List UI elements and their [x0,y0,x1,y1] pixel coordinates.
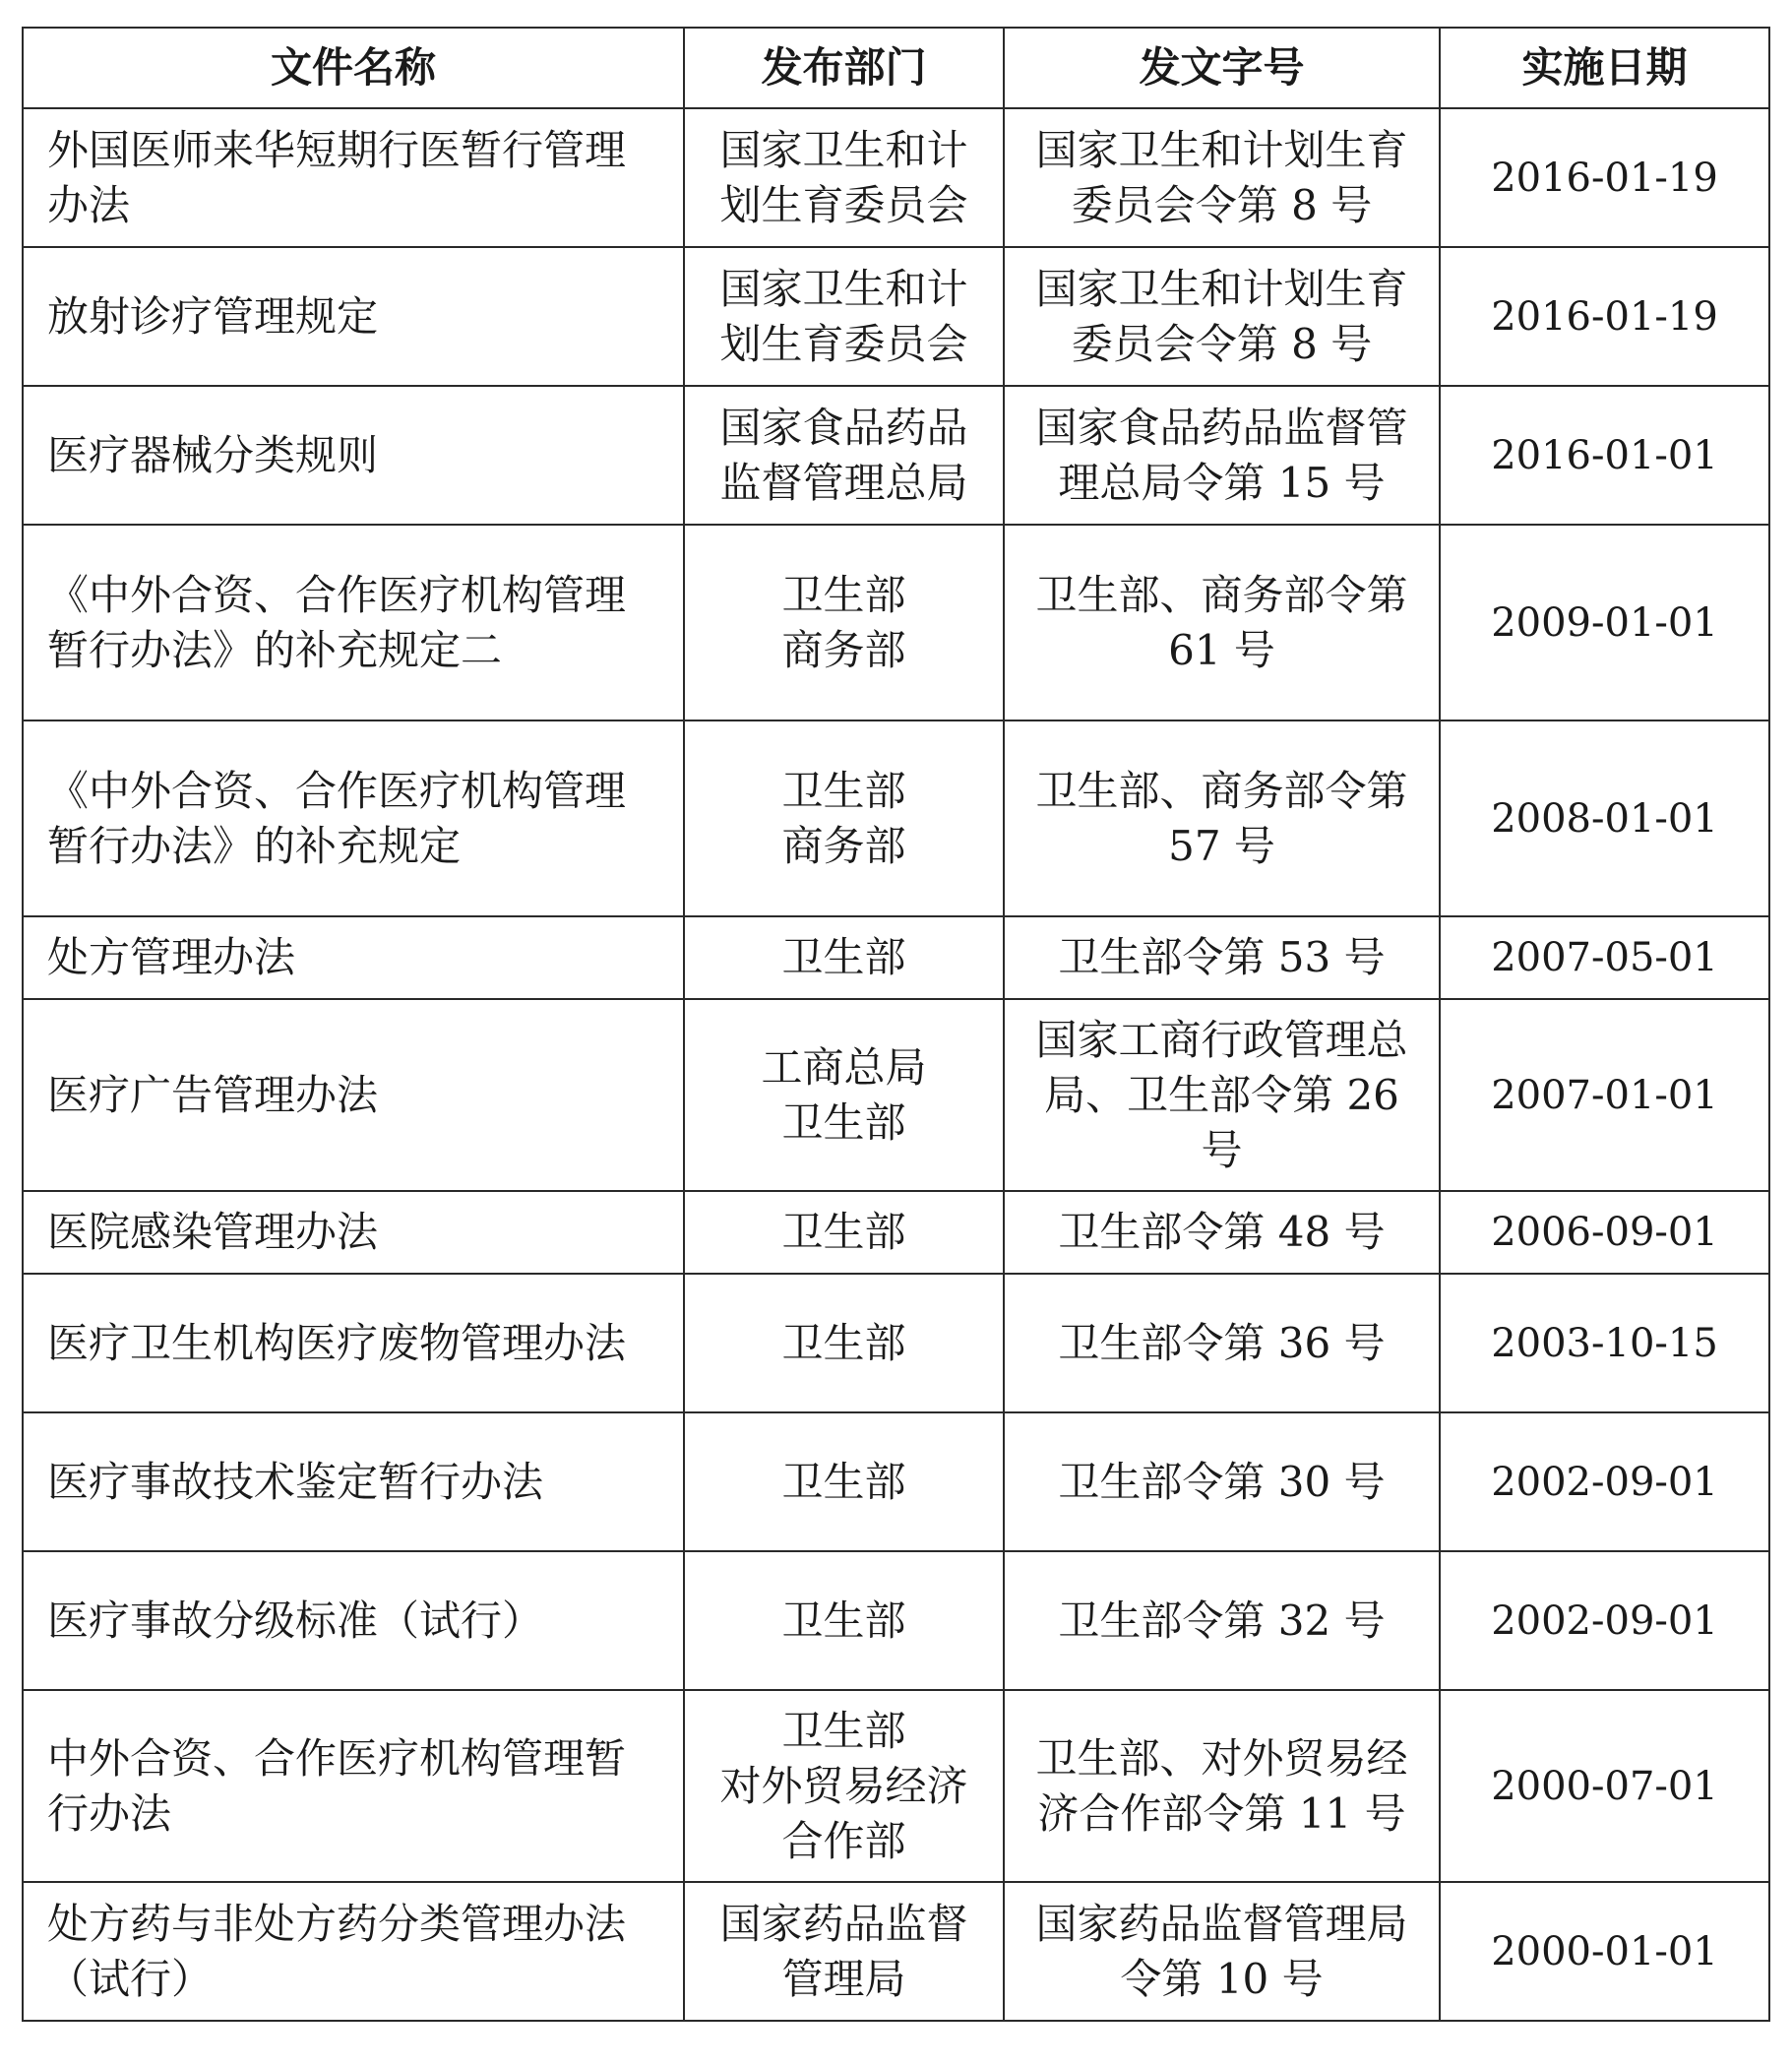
table-row [23,247,1769,386]
cell-document-number-line: 卫生部、商务部令第 [1035,766,1408,815]
table-row [23,720,1769,916]
cell-document-number-line: 卫生部令第 32 号 [1058,1596,1386,1645]
cell-document-number [1004,720,1440,916]
cell-document-name-line: 《中外合资、合作医疗机构管理 [47,570,627,619]
cell-document-number [1004,1191,1440,1274]
cell-document-number [1004,1551,1440,1690]
cell-document-number [1004,525,1440,720]
regulations-table [22,27,1770,2022]
cell-document-number-line: 委员会令第 8 号 [1071,319,1373,368]
cell-issuing-department [684,1551,1004,1690]
cell-document-name [23,525,684,720]
cell-document-number [1004,1274,1440,1412]
cell-issuing-department [684,1690,1004,1882]
cell-document-name-line: 办法 [47,180,131,229]
cell-document-name-line: 外国医师来华短期行医暂行管理 [47,125,627,174]
cell-document-number-line: 局、卫生部令第 26 [1044,1070,1399,1119]
cell-document-number [1004,916,1440,999]
table-body [23,108,1769,2021]
cell-document-number [1004,108,1440,247]
cell-document-number-line: 国家卫生和计划生育 [1035,264,1408,313]
cell-issuing-department [684,720,1004,916]
col-header-name: 文件名称 [23,28,684,108]
cell-issuing-department-line: 卫生部 [781,766,906,815]
cell-document-name [23,247,684,386]
cell-document-name [23,108,684,247]
cell-document-name-line: 医疗事故分级标准（试行） [47,1596,544,1645]
cell-document-name-line: 《中外合资、合作医疗机构管理 [47,766,627,815]
cell-document-number-line: 卫生部、商务部令第 [1035,570,1408,619]
cell-issuing-department-line: 国家卫生和计 [719,125,968,174]
cell-issuing-department-line: 国家食品药品 [719,403,968,452]
cell-effective-date: 2009-01-01 [1440,525,1769,720]
cell-issuing-department-line: 合作部 [781,1816,906,1865]
cell-document-number [1004,1882,1440,2021]
table-row [23,108,1769,247]
cell-document-number-line: 委员会令第 8 号 [1071,180,1373,229]
cell-document-number-line: 卫生部令第 48 号 [1058,1208,1386,1256]
cell-document-name-line: 医疗事故技术鉴定暂行办法 [47,1457,544,1506]
cell-issuing-department-line: 卫生部 [781,570,906,619]
cell-document-number-line: 国家工商行政管理总 [1035,1015,1408,1064]
cell-effective-date: 2007-05-01 [1440,916,1769,999]
cell-issuing-department-line: 管理局 [781,1954,906,2003]
table-row [23,1690,1769,1882]
cell-effective-date: 2006-09-01 [1440,1191,1769,1274]
cell-issuing-department-line: 商务部 [781,625,906,674]
cell-document-name-line: 中外合资、合作医疗机构管理暂 [47,1733,627,1783]
cell-issuing-department-line: 卫生部 [781,1457,906,1506]
cell-document-number-line: 卫生部令第 53 号 [1058,933,1386,981]
col-header-docno: 发文字号 [1004,28,1440,108]
cell-document-name [23,916,684,999]
cell-document-name [23,1412,684,1551]
cell-effective-date: 2002-09-01 [1440,1551,1769,1690]
cell-issuing-department-line: 商务部 [781,821,906,870]
cell-effective-date: 2008-01-01 [1440,720,1769,916]
cell-effective-date: 2000-01-01 [1440,1882,1769,2021]
cell-effective-date: 2016-01-19 [1440,108,1769,247]
cell-document-name-line: 医院感染管理办法 [47,1208,379,1256]
cell-issuing-department-line: 划生育委员会 [719,180,968,229]
cell-document-name [23,1882,684,2021]
cell-issuing-department-line: 卫生部 [781,1097,906,1147]
cell-issuing-department [684,1412,1004,1551]
cell-document-number-line: 61 号 [1168,625,1275,674]
table-row [23,525,1769,720]
cell-issuing-department-line: 对外贸易经济 [719,1761,968,1810]
cell-document-name-line: 行办法 [47,1788,172,1838]
cell-document-name [23,1191,684,1274]
cell-document-number [1004,1412,1440,1551]
table-row [23,1551,1769,1690]
cell-document-name-line: 放射诊疗管理规定 [47,291,379,341]
cell-document-number [1004,247,1440,386]
cell-document-name-line: 处方药与非处方药分类管理办法 [47,1899,627,1948]
table-row [23,1191,1769,1274]
cell-document-number [1004,386,1440,525]
cell-document-name [23,1551,684,1690]
cell-effective-date: 2007-01-01 [1440,999,1769,1191]
cell-issuing-department [684,1191,1004,1274]
cell-issuing-department-line: 卫生部 [781,1706,906,1755]
cell-document-number [1004,999,1440,1191]
header-row [23,28,1769,108]
cell-document-name-line: 医疗器械分类规则 [47,430,379,479]
cell-document-name-line: 处方管理办法 [47,933,296,981]
cell-document-number [1004,1690,1440,1882]
cell-document-number-line: 国家药品监督管理局 [1035,1899,1408,1948]
cell-document-number-line: 国家食品药品监督管 [1035,403,1408,452]
cell-document-number-line: 卫生部令第 36 号 [1058,1318,1386,1367]
cell-issuing-department [684,108,1004,247]
cell-document-number-line: 卫生部、对外贸易经 [1035,1733,1408,1783]
cell-document-number-line: 济合作部令第 11 号 [1037,1788,1406,1838]
cell-issuing-department [684,1274,1004,1412]
cell-issuing-department-line: 卫生部 [781,933,906,981]
cell-document-name [23,1690,684,1882]
cell-document-name [23,720,684,916]
cell-effective-date: 2002-09-01 [1440,1412,1769,1551]
cell-issuing-department [684,999,1004,1191]
cell-document-number-line: 57 号 [1168,821,1275,870]
cell-document-number-line: 号 [1201,1125,1243,1174]
cell-document-number-line: 卫生部令第 30 号 [1058,1457,1386,1506]
cell-issuing-department-line: 监督管理总局 [719,458,968,507]
cell-issuing-department [684,916,1004,999]
cell-issuing-department [684,1882,1004,2021]
cell-document-name-line: 暂行办法》的补充规定二 [47,625,503,674]
table-row [23,999,1769,1191]
cell-issuing-department [684,386,1004,525]
cell-document-name-line: （试行） [47,1954,214,2003]
cell-document-number-line: 理总局令第 15 号 [1058,458,1386,507]
cell-document-number-line: 国家卫生和计划生育 [1035,125,1408,174]
cell-issuing-department [684,247,1004,386]
cell-issuing-department-line: 卫生部 [781,1208,906,1256]
cell-issuing-department [684,525,1004,720]
cell-issuing-department-line: 国家药品监督 [719,1899,968,1948]
col-header-date: 实施日期 [1440,28,1769,108]
cell-issuing-department-line: 划生育委员会 [719,319,968,368]
cell-document-name-line: 暂行办法》的补充规定 [47,821,462,870]
cell-effective-date: 2003-10-15 [1440,1274,1769,1412]
table-row [23,1412,1769,1551]
table-row [23,1274,1769,1412]
cell-document-name-line: 医疗卫生机构医疗废物管理办法 [47,1318,627,1367]
table-row [23,1882,1769,2021]
cell-document-name [23,1274,684,1412]
cell-effective-date: 2000-07-01 [1440,1690,1769,1882]
cell-document-name-line: 医疗广告管理办法 [47,1070,379,1119]
cell-effective-date: 2016-01-19 [1440,247,1769,386]
cell-issuing-department-line: 卫生部 [781,1596,906,1645]
col-header-dept: 发布部门 [684,28,1004,108]
cell-effective-date: 2016-01-01 [1440,386,1769,525]
table-row [23,916,1769,999]
cell-document-number-line: 令第 10 号 [1120,1954,1324,2003]
cell-document-name [23,386,684,525]
cell-issuing-department-line: 卫生部 [781,1318,906,1367]
table-row [23,386,1769,525]
cell-document-name [23,999,684,1191]
cell-issuing-department-line: 工商总局 [761,1042,927,1092]
cell-issuing-department-line: 国家卫生和计 [719,264,968,313]
